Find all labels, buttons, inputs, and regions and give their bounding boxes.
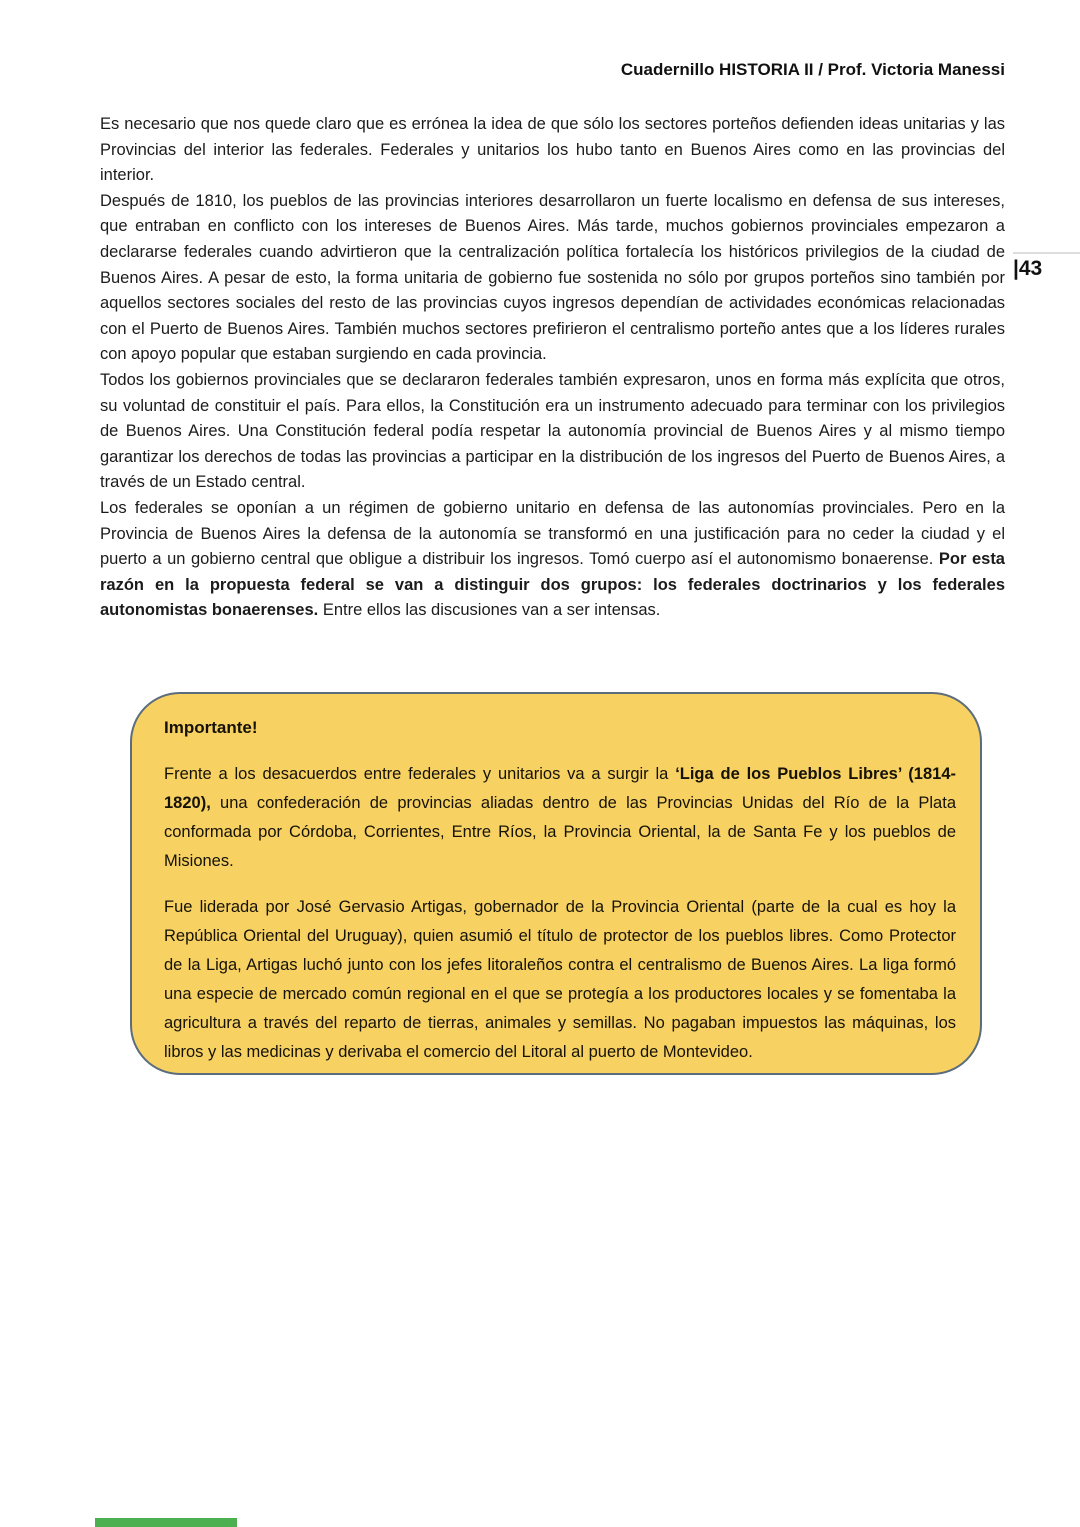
callout-paragraph-liga: Frente a los desacuerdos entre federales y unitarios va a surgir la ‘Liga de los Pueblos Libres’ (1814-1820), una confederación de provincias aliadas dentro de las Provincias Unidas del Río de la Plata conformada por Córdoba, Corrientes, Entre Ríos, la Provincia Oriental, la de Santa Fe y los pueblos de Misiones. — [164, 765, 956, 870]
paragraph-federales-oponian: Los federales se oponían a un régimen de gobierno unitario en defensa de las autonomías provinciales. Pero en la Provincia de Buenos Aires la defensa de la autonomía se transformó en una justificación para no ceder la ciudad y el puerto a un gobierno central que obligue a distribuir los ingresos. Tomó cuerpo así el autonomismo bonaerense. Por esta razón en la propuesta federal se van a distinguir dos grupos: los federales doctrinarios y los federales autonomistas bonaerenses. Entre ellos las discusiones van a ser intensas. — [100, 498, 1005, 620]
document-header-title: Cuadernillo HISTORIA II / Prof. Victoria Manessi — [620, 60, 1005, 79]
page-number: |43 — [1013, 257, 1043, 280]
page-number-block — [1013, 252, 1080, 281]
paragraph-federales-unitarios: Es necesario que nos quede claro que es errónea la idea de que sólo los sectores porteños defienden ideas unitarias y las Provincias del interior las federales. Federales y unitarios los hubo tanto en Buenos Aires como en las provincias del interior. — [100, 115, 1005, 185]
next-page-green-strip — [95, 1518, 237, 1527]
body-text-block — [100, 112, 1005, 624]
callout-paragraph-artigas: Fue liderada por José Gervasio Artigas, gobernador de la Provincia Oriental (parte de la cual es hoy la República Oriental del Uruguay), quien asumió el título de protector de los pueblos libres. Como Protector de la Liga, Artigas luchó junto con los jefes litoraleños contra el centralismo de Buenos Aires. La liga formó una especie de mercado común regional en el que se protegía a los productores locales y se fomentaba la agricultura a través del reparto de tierras, animales y semillas. No pagaban impuestos las máquinas, los libros y las medicinas y derivaba el comercio del Litoral al puerto de Montevideo. — [164, 898, 956, 1061]
paragraph-gobiernos-provinciales: Todos los gobiernos provinciales que se declararon federales también expresaron, unos en forma más explícita que otros, su voluntad de constituir el país. Para ellos, la Constitución era un instrumento adecuado para terminar con los privilegios de Buenos Aires. Una Constitución federal podía respetar la autonomía provincial de Buenos Aires y al mismo tiempo garantizar los derechos de todas las provincias a participar en la distribución de los ingresos del Puerto de Buenos Aires, a través de un Estado central. — [100, 370, 1005, 492]
important-callout — [130, 692, 982, 1075]
paragraph-despues-1810: Después de 1810, los pueblos de las provincias interiores desarrollaron un fuerte localismo en defensa de sus intereses, que entraban en conflicto con los intereses de Buenos Aires. Más tarde, muchos gobiernos provinciales empezaron a declararse federales cuando advirtieron que la centralización política fortalecía los históricos privilegios de la ciudad de Buenos Aires. A pesar de esto, la forma unitaria de gobierno fue sostenida no sólo por grupos porteños sino también por aquellos sectores sociales del resto de las provincias cuyos ingresos dependían de actividades económicas relacionadas con el Puerto de Buenos Aires. También muchos sectores prefirieron el centralismo porteño antes que a los líderes rurales con apoyo popular que estaban surgiendo en cada provincia. — [100, 191, 1005, 364]
callout-title: Importante! — [164, 718, 258, 737]
page-number-rule — [1013, 252, 1080, 254]
